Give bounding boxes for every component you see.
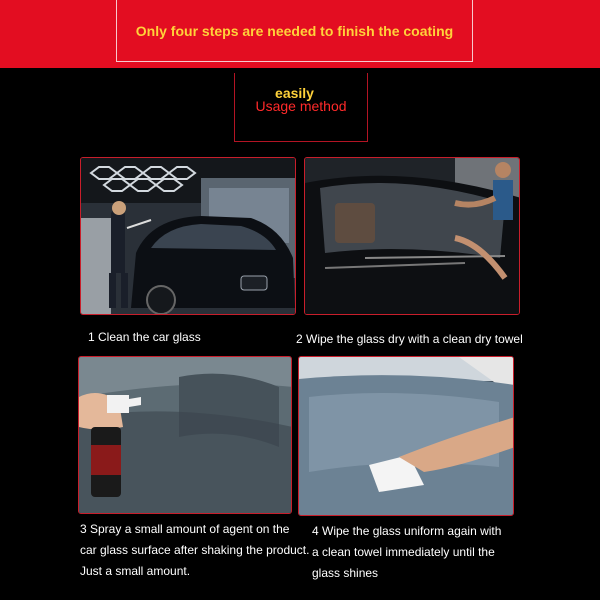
banner-frame [116, 0, 473, 101]
usage-method-box [234, 73, 368, 142]
step-3-caption-line-1: 3 Spray a small amount of agent on the [80, 522, 290, 536]
step-1-caption: 1 Clean the car glass [88, 330, 201, 344]
step-4-caption-line-2: a clean towel immediately until the [312, 545, 495, 559]
step-3-caption [80, 519, 309, 582]
step-4-caption-line-3: glass shines [312, 566, 379, 580]
top-banner [0, 0, 600, 101]
step-3-caption-line-2: car glass surface after shaking the product. [80, 543, 310, 557]
step-3-photo [78, 356, 292, 514]
banner-headline: Only four steps are needed to finish the coating easily [135, 23, 454, 101]
step-2-caption: 2 Wipe the glass dry with a clean dry towel [296, 332, 523, 346]
step-1-photo [80, 157, 296, 315]
section-title: Usage method [255, 98, 347, 114]
step-2-photo [304, 157, 520, 315]
step-4-photo [298, 356, 514, 516]
step-4-caption-line-1: 4 Wipe the glass uniform again with [312, 524, 502, 538]
step-4-caption [312, 521, 501, 584]
step-3-caption-line-3: Just a small amount. [80, 564, 191, 578]
